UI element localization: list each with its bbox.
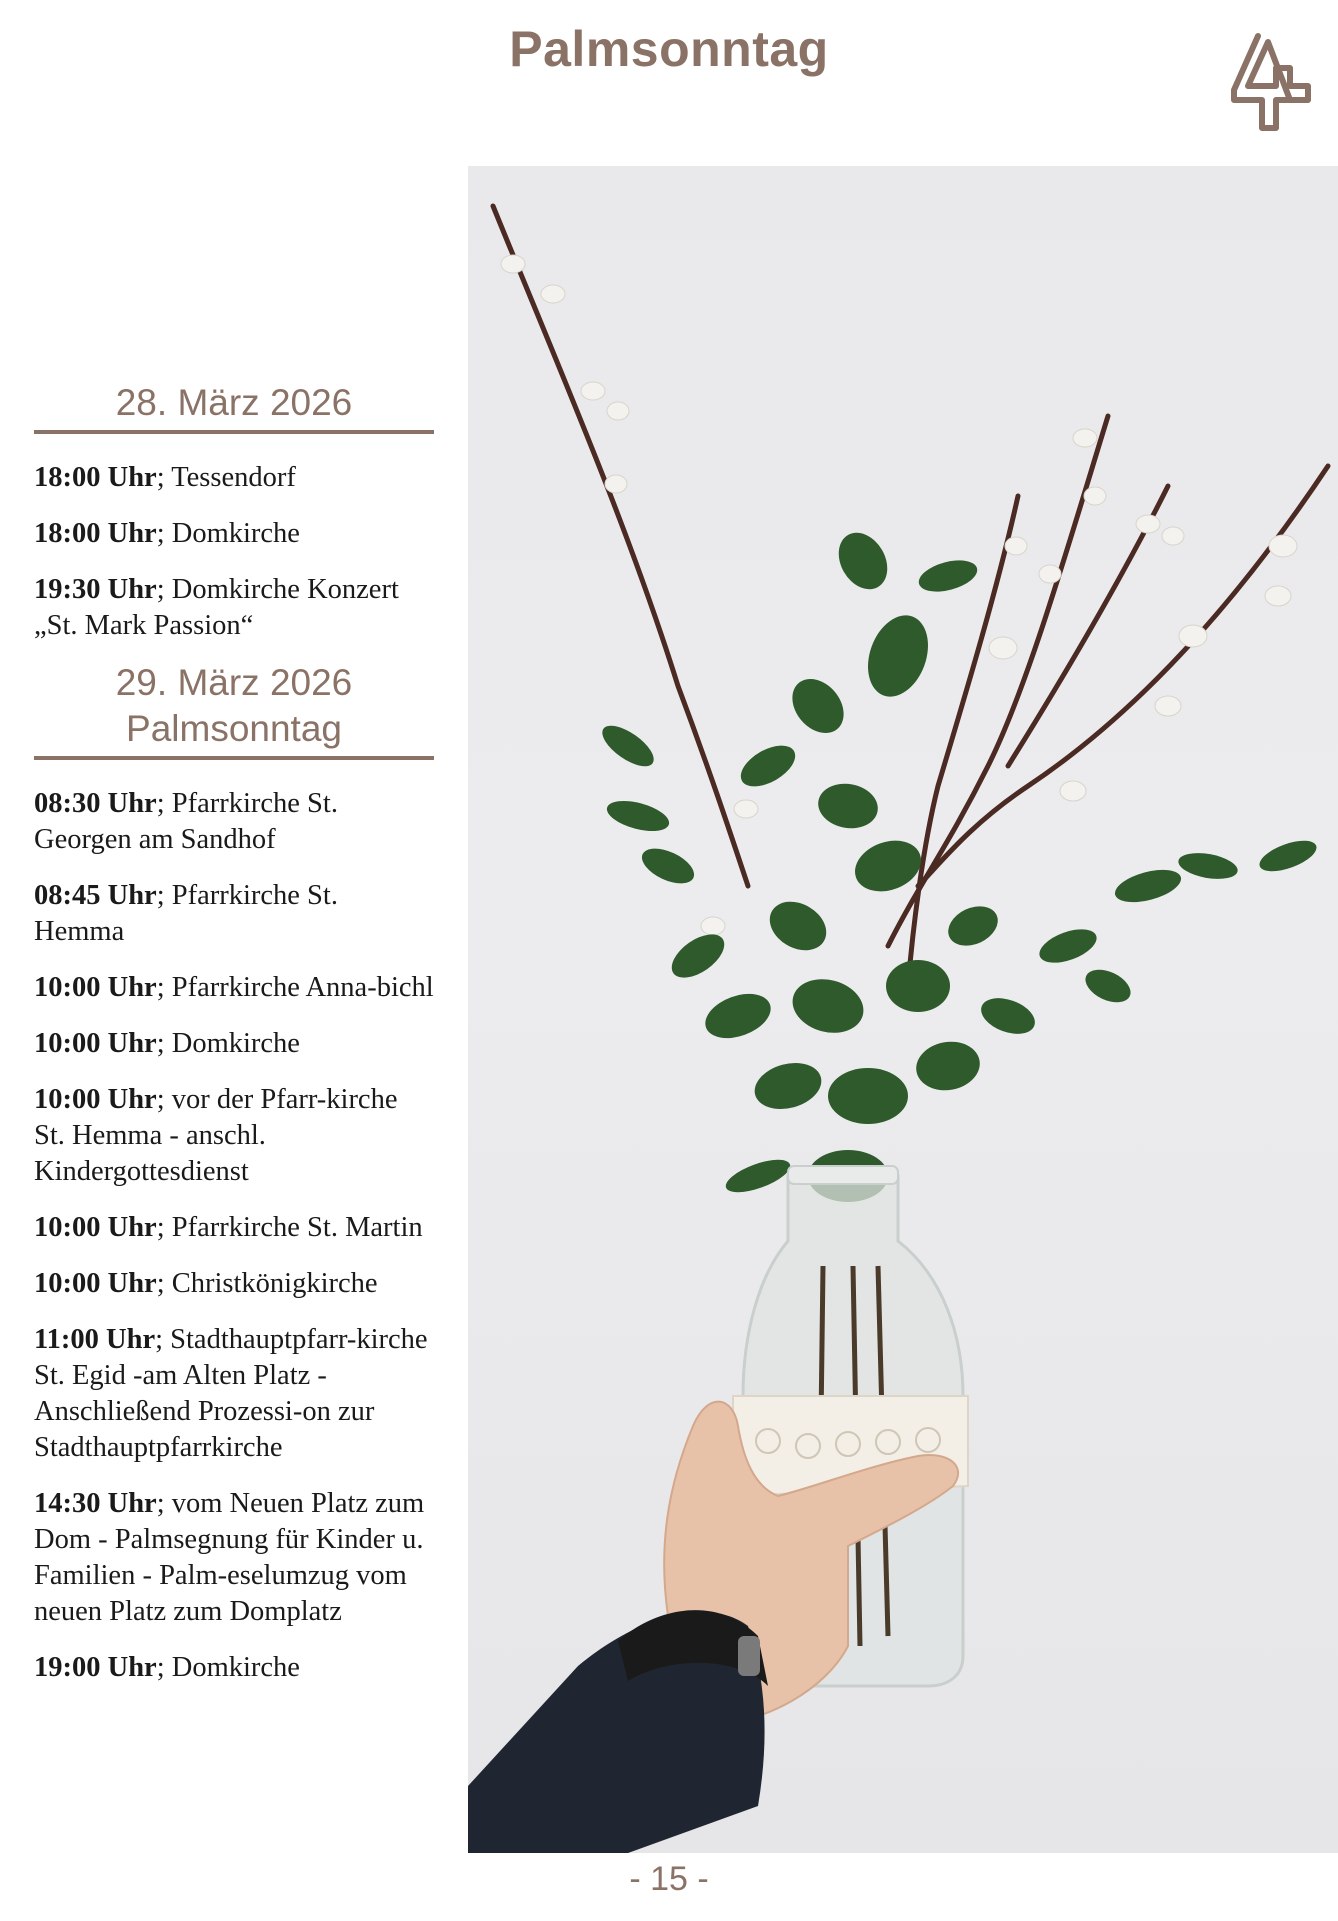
heading-divider [34, 756, 434, 760]
entry-time: 18:00 Uhr [34, 462, 157, 493]
entry-text: ; Domkirche [156, 1028, 300, 1059]
entry-time: 08:30 Uhr [34, 788, 157, 819]
cross-four-logo-icon [1228, 28, 1318, 138]
schedule-entry [34, 878, 434, 950]
entry-text: ; Pfarrkirche St. Hemma [34, 880, 338, 947]
entry-text: ; Domkirche [156, 1652, 300, 1683]
entry-time: 14:30 Uhr [34, 1488, 157, 1519]
schedule-entry [34, 1486, 434, 1630]
date-subtitle: Palmsonntag [126, 708, 342, 749]
entry-time: 18:00 Uhr [34, 518, 157, 549]
entry-time: 10:00 Uhr [34, 1268, 157, 1299]
schedule-entry [34, 1650, 434, 1686]
entry-text: ; Pfarrkirche Anna-bichl [156, 972, 434, 1003]
schedule-entry [34, 572, 434, 644]
schedule-entry [34, 1210, 434, 1246]
schedule-entry [34, 1082, 434, 1190]
entry-time: 10:00 Uhr [34, 1028, 157, 1059]
schedule-entry [34, 786, 434, 858]
schedule-day [34, 380, 434, 644]
entry-time: 10:00 Uhr [34, 1212, 157, 1243]
schedule-column [34, 380, 434, 1706]
entry-text: ; Pfarrkirche St. Georgen am Sandhof [34, 788, 338, 855]
entry-text: ; vor der Pfarr-kirche St. Hemma - anschl. Kindergottesdienst [34, 1084, 398, 1187]
entry-time: 19:30 Uhr [34, 574, 157, 605]
palm-branches-photo [468, 166, 1338, 1853]
schedule-entry [34, 1322, 434, 1466]
entry-time: 08:45 Uhr [34, 880, 157, 911]
entry-text: ; Tessendorf [156, 462, 296, 493]
entry-text: ; Christkönigkirche [156, 1268, 378, 1299]
entry-text: ; Domkirche Konzert „St. Mark Passion“ [34, 574, 399, 641]
entry-time: 10:00 Uhr [34, 1084, 157, 1115]
entry-text: ; Stadthauptpfarr-kirche St. Egid -am Alten Platz - Anschließend Prozessi-on zur Stadthauptpfarrkirche [34, 1324, 428, 1463]
schedule-entry [34, 516, 434, 552]
heading-divider [34, 430, 434, 434]
page-number: - 15 - [629, 1860, 709, 1898]
entry-text: ; vom Neuen Platz zum Dom - Palmsegnung für Kinder u. Familien - Palm-eselumzug vom neuen Platz zum Domplatz [34, 1488, 425, 1627]
schedule-day [34, 660, 434, 1686]
schedule-entry [34, 1026, 434, 1062]
entry-text: ; Pfarrkirche St. Martin [156, 1212, 423, 1243]
entry-time: 10:00 Uhr [34, 972, 157, 1003]
date-heading: 28. März 2026 [115, 382, 353, 423]
entry-text: ; Domkirche [156, 518, 300, 549]
date-heading: 29. März 2026 [115, 662, 353, 703]
entry-time: 19:00 Uhr [34, 1652, 157, 1683]
page-title: Palmsonntag [509, 21, 829, 77]
schedule-entry [34, 460, 434, 496]
schedule-entry [34, 1266, 434, 1302]
entry-time: 11:00 Uhr [34, 1324, 156, 1355]
schedule-entry [34, 970, 434, 1006]
